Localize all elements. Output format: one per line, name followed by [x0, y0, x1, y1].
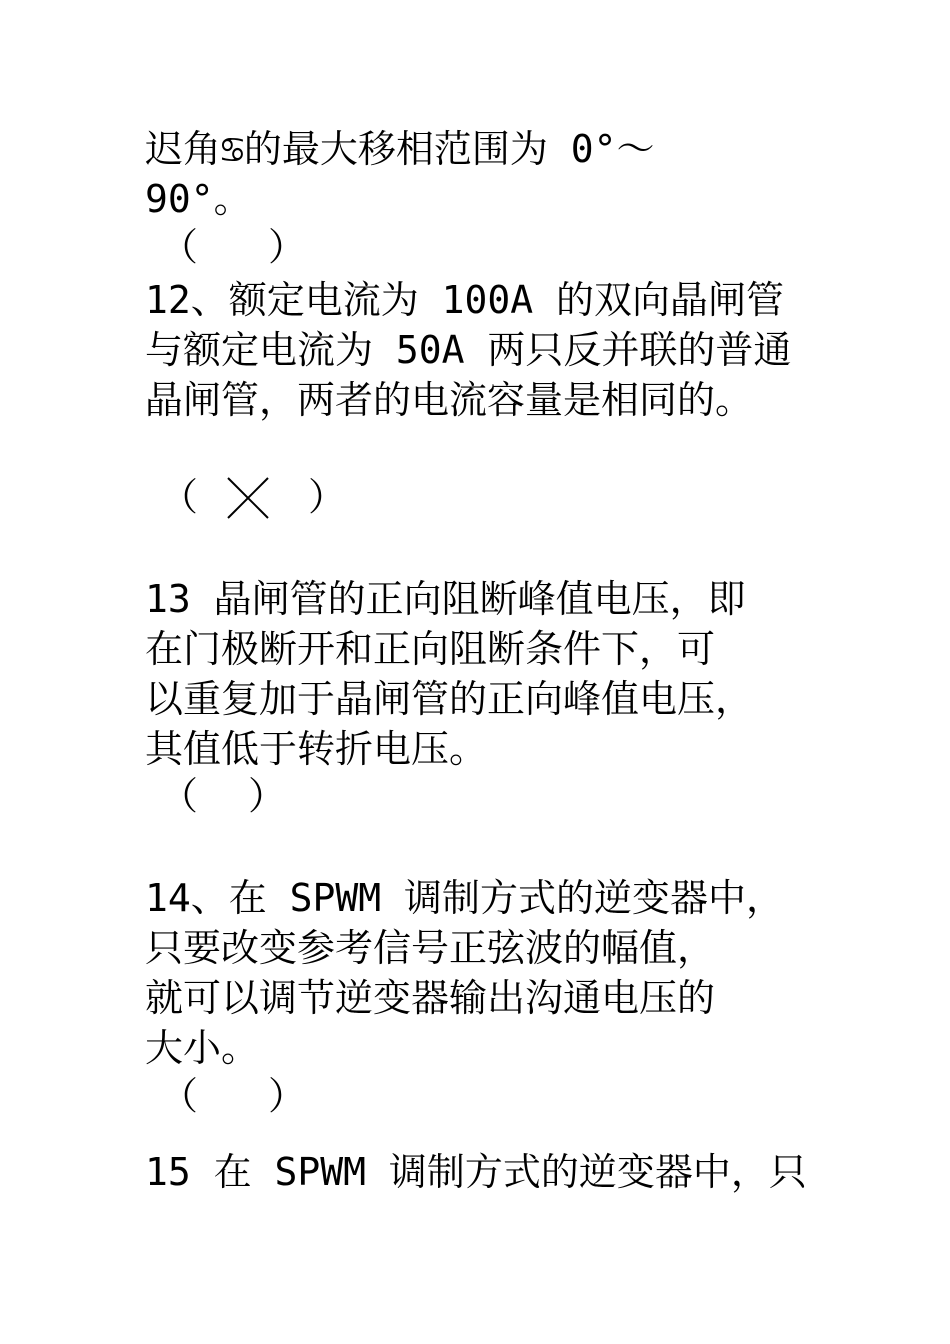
answer-close-paren: ） — [268, 225, 307, 269]
answer-close-paren: ） — [308, 475, 347, 519]
item13-line1: 13 晶闸管的正向阻断峰值电压，即 — [145, 577, 746, 621]
answer-close-paren: ） — [248, 774, 287, 818]
item11-answer — [160, 222, 306, 272]
answer-open-paren: （ — [160, 475, 199, 519]
item14-line3: 就可以调节逆变器输出沟通电压的 — [145, 976, 716, 1020]
answer-close-paren: ） — [268, 1074, 307, 1118]
cross-mark-icon — [226, 476, 270, 520]
answer-open-paren: （ — [160, 225, 199, 269]
item15-line1: 15 在 SPWM 调制方式的逆变器中，只 — [145, 1150, 807, 1194]
item14-line4: 大小。 — [145, 1026, 260, 1070]
item14-line2: 只要改变参考信号正弦波的幅值， — [145, 926, 716, 970]
item14-answer — [160, 1071, 306, 1121]
item12-line1: 12、额定电流为 100A 的双向晶闸管 — [145, 278, 785, 322]
item13-line2: 在门极断开和正向阻断条件下，可 — [145, 627, 716, 671]
item13-line4: 其值低于转折电压。 — [145, 727, 488, 771]
item13-answer — [160, 771, 286, 821]
answer-open-paren: （ — [160, 1074, 199, 1118]
item13-line3: 以重复加于晶闸管的正向峰值电压， — [145, 677, 754, 721]
item11-line1: 迟角♋的最大移相范围为 0°～ — [145, 127, 655, 171]
answer-open-paren: （ — [160, 774, 199, 818]
item11-line2: 90°。 — [145, 177, 252, 221]
item12-line3: 晶闸管，两者的电流容量是相同的。 — [145, 378, 754, 422]
item14-line1: 14、在 SPWM 调制方式的逆变器中， — [145, 876, 785, 920]
item12-line2: 与额定电流为 50A 两只反并联的普通 — [145, 328, 792, 372]
